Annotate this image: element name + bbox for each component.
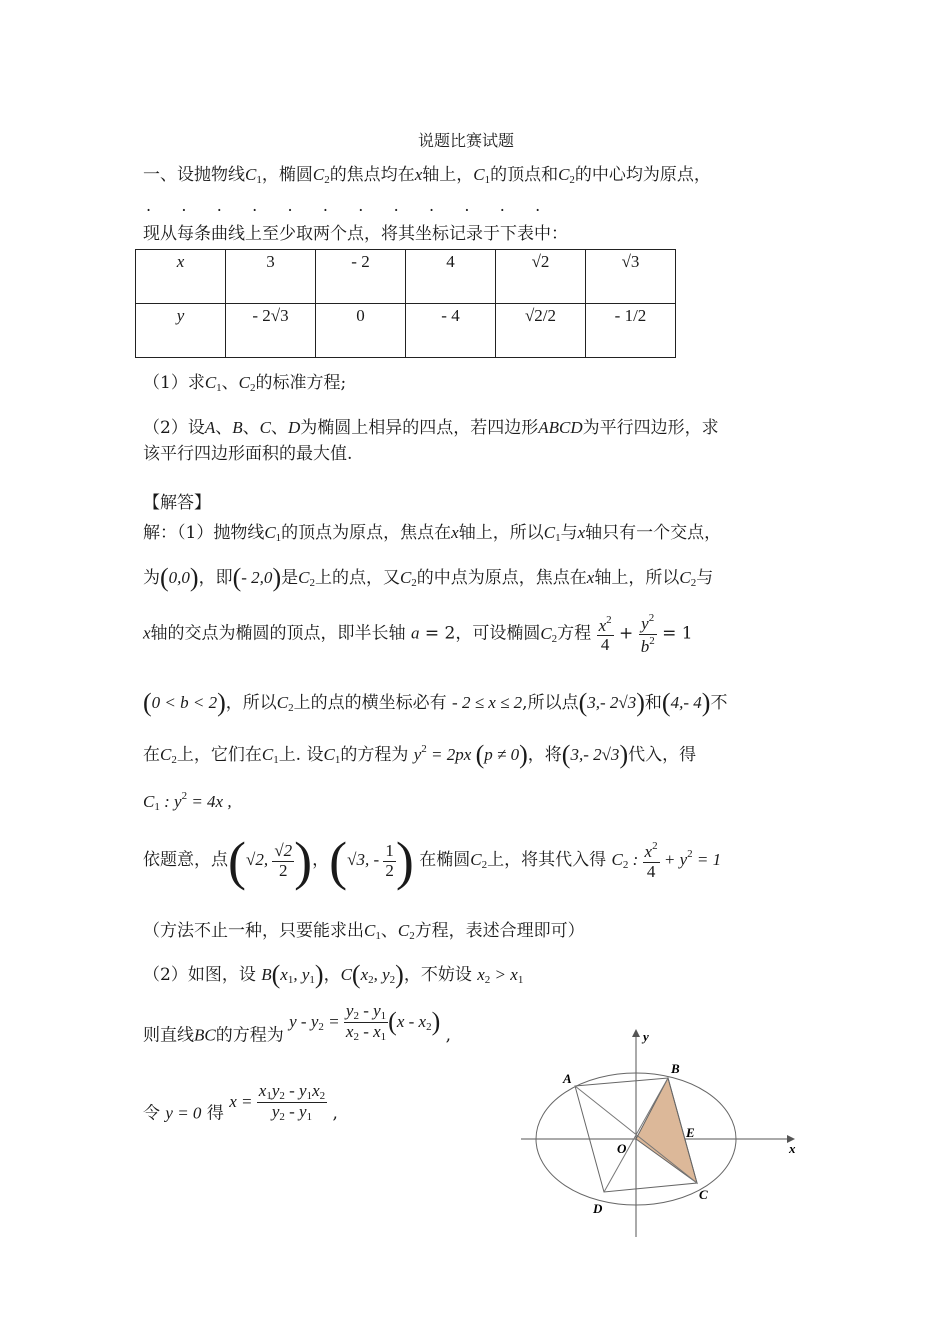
label-o: O <box>617 1141 627 1156</box>
table-cell: 4 <box>406 250 496 304</box>
label-b: B <box>671 1061 680 1076</box>
solution-line-7: 依题意，点(√2, $\frac{√2}{2}$ )，(√3, - $\frac{1}{2}$ ) 在椭圆$C_2$上，将其代入得 $C_2$ : $\frac{x^2}{4}$ + $y^2 = 1$ <box>143 831 722 891</box>
table-cell: 3 <box>226 250 316 304</box>
ellipse-parallelogram-figure <box>513 1025 813 1250</box>
table-header-x: x <box>136 250 226 304</box>
part2-line-2: 则直线BC的方程为 y - $y_2$ = $\frac{y_2 - y_1}{x_2 - x_1}$ $(x - x_2)$ , <box>143 1001 452 1046</box>
label-e: E <box>686 1125 695 1140</box>
label-d: D <box>593 1201 603 1216</box>
table-cell: √3 <box>586 250 676 304</box>
solution-line-5: 在$C_2$上，它们在$C_1$上. 设$C_1$的方程为 $y^2 = 2px$ (p ≠ 0)，将(3,- 2√3)代入，得 <box>143 740 697 769</box>
table-cell: √2 <box>496 250 586 304</box>
label-c: C <box>699 1187 708 1202</box>
problem-line-2: 现从每条曲线上至少取两个点，将其坐标记录于下表中： <box>143 224 568 244</box>
question-1: （1）求$C_1$、$C_2$的标准方程; <box>143 373 347 394</box>
solution-line-2: 为(0,0)，即(- 2,0)是$C_2$上的点，又$C_2$的中点为原点，焦点在x轴上，所以$C_2$与 <box>143 563 714 592</box>
solution-header: 【解答】 <box>143 493 211 513</box>
label-x-axis: x <box>789 1141 796 1156</box>
question-2-line-1: （2）设A、B、C、D为椭圆上相异的四点，若四边形ABCD为平行四边形，求 <box>143 418 719 438</box>
table-cell: - 4 <box>406 304 496 358</box>
solution-line-6: $C_1$ : $y^2 = 4x$ , <box>143 790 232 813</box>
table-header-y: y <box>136 304 226 358</box>
emphasis-dots: . . . . . . . . . . . . <box>146 196 553 215</box>
table-cell: √2/2 <box>496 304 586 358</box>
table-cell: - 2√3 <box>226 304 316 358</box>
solution-line-4: (0 < b < 2)，所以$C_2$上的点的横坐标必有 - 2 ≤ x ≤ 2,所以点(3,- 2√3)和(4,- 4)不 <box>143 688 728 717</box>
solution-line-3: x轴的交点为椭圆的顶点，即半长轴 a = 2，可设椭圆$C_2$方程 $\frac{x^2}{4}$ + $\frac{y^2}{b^2}$ = 1 <box>143 612 693 656</box>
label-y-axis: y <box>643 1029 649 1044</box>
solution-line-1: 解：（1）抛物线$C_1$的顶点为原点，焦点在x轴上，所以$C_1$与x轴只有一个交点， <box>143 523 722 544</box>
label-a: A <box>563 1071 572 1086</box>
table-cell: 0 <box>316 304 406 358</box>
part2-line-3: 令 y = 0 得 x = $\frac{x_1y_2 - y_1x_2}{y_2 - y_1}$ , <box>143 1081 338 1124</box>
table-cell: - 1/2 <box>586 304 676 358</box>
part2-line-1: （2）如图，设 $B(x_1$, $y_1$)，$C(x_2$, $y_2$)，不妨设 $x_2 > x_1$ <box>143 960 524 989</box>
problem-line-1: 一、设抛物线$C_1$，椭圆$C_2$的焦点均在x轴上，$C_1$的顶点和$C_2$的中心均为原点， <box>143 165 711 186</box>
y-axis-arrow <box>632 1029 640 1037</box>
question-2-line-2: 该平行四边形面积的最大值. <box>143 444 353 464</box>
coordinate-table <box>135 249 676 358</box>
solution-line-8: （方法不止一种，只要能求出$C_1$、$C_2$方程，表述合理即可） <box>143 921 585 942</box>
table-cell: - 2 <box>316 250 406 304</box>
page-title: 说题比赛试题 <box>418 131 515 150</box>
